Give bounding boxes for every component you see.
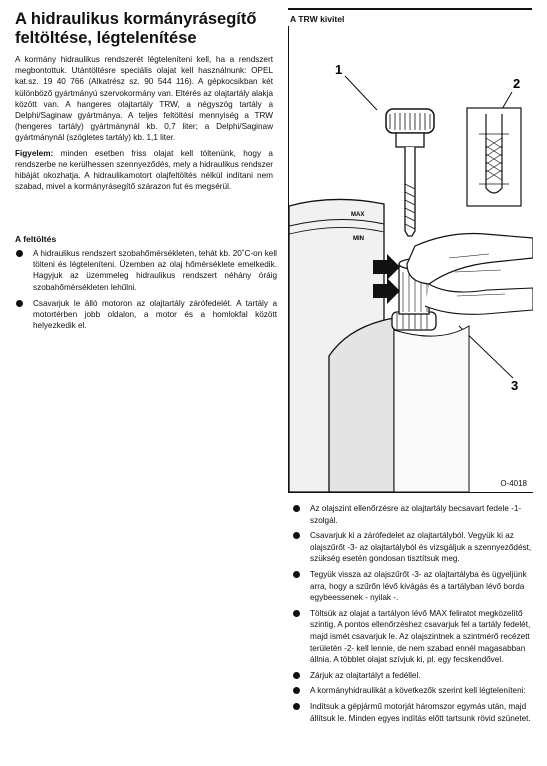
- list-item: [292, 685, 542, 697]
- bullet-icon: [16, 250, 23, 257]
- figure-code: O-4018: [500, 479, 527, 488]
- warning-paragraph: [15, 148, 273, 193]
- list-item: [292, 503, 542, 526]
- page-title: A hidraulikus kormányrásegítő feltöltése, légtelenítése: [15, 10, 257, 47]
- callout-label-3: 3: [511, 378, 519, 393]
- right-step-list: [292, 503, 542, 728]
- list-item-text: Csavarjuk le álló motoron az olajtartály zárófedelét. A tartály a motortérben jobb oldalon, a motor és a homlokfal között helyezkedik el.: [33, 298, 277, 331]
- figure-title: A TRW kivitel: [290, 14, 345, 24]
- callout-label-1: 1: [335, 62, 343, 77]
- list-item: [15, 248, 277, 293]
- list-item-text: A hidraulikus rendszert szobahőmérsékleten, tehát kb. 20˚C-on kell tölteni és légteleníteni. Üzemben az olaj hőmérséklete emelkedik. Hagyjuk az üzemmeleg hidraulikus rendszert néhány óráig szobahőmérsékleten lehűlni.: [33, 249, 277, 292]
- max-mark-label: MAX: [351, 212, 365, 218]
- list-item-text: Az olajszint ellenőrzésre az olajtartály becsavart fedele -1- szolgál.: [310, 504, 522, 525]
- list-item: [292, 530, 542, 565]
- bullet-icon: [293, 505, 300, 512]
- figure: [288, 26, 533, 493]
- top-rule: [288, 8, 532, 10]
- list-item-text: Zárjuk az olajtartályt a fedéllel.: [310, 670, 421, 680]
- list-item-text: Tegyük vissza az olajszűrőt -3- az olajtartályba és ügyeljünk arra, hogy a szűrőn lévő kivágás és a tartályban lévő borda egybeessenek - nyilak -.: [310, 569, 527, 603]
- list-item: [292, 701, 542, 724]
- callout-label-2: 2: [513, 76, 521, 91]
- warning-label: Figyelem:: [15, 148, 54, 158]
- intro-text: [15, 54, 273, 192]
- list-item: [292, 670, 542, 682]
- list-item-text: Töltsük az olajat a tartályon lévő MAX feliratot megközelítő szintig. A pontos ellenőrzéshez csavarjuk fel a tartály fedelét, majd ismét csavarjuk le. Az olajszintnek a szintmérő recézett területén -2- kell lennie, de nem szabad ennél magasabban állnia. A többlet olajat szívjuk ki, pl. egy fecskendővel.: [310, 608, 531, 665]
- warning-text: minden esetben friss olajat kell töltenünk, hogy a rendszerbe ne kerülhessen szennyeződés, mely a hidraulikus rendszer hibáját okozhatja. A hidraulikamotort olajfeltöltés nélkül indítani nem szabad, mivel a kormányrásegítő szárazon fut és megsérül.: [15, 148, 273, 192]
- section-heading: A feltöltés: [15, 234, 57, 244]
- bullet-icon: [293, 571, 300, 578]
- intro-paragraph: A kormány hidraulikus rendszerét légteleníteni kell, ha a rendszert megbontottuk. Utántöltésre speciális olajat kell használnunk: OPEL kat.sz. 19 40 766 (Alkatrész sz. 90 544 116). A gépkocsikban két különböző gyártmányú szervokormány van. Eltérés az olajtartály alakja között van. A hangeres olajtartály TRW, a négyszög tartály a Delphi/Saginaw gyártmánya. A teljes feltöltési mennyiség a TRW (hengeres tartály) gyártmánynál kb. 0,7 liter; a Delphi/Saginaw gyártmánynál (szögletes tartály) kb. 1,1 liter.: [15, 55, 273, 143]
- list-item: [292, 608, 542, 666]
- bullet-icon: [293, 703, 300, 710]
- list-item-text: Indítsuk a gépjármű motorját háromszor egymás után, majd állítsuk le. Minden egyes indítás előtt tartsunk rövid szünetet.: [310, 701, 531, 723]
- list-item-text: A kormányhidraulikát a következők szerint kell légteleníteni:: [310, 686, 526, 696]
- bullet-icon: [16, 300, 23, 307]
- list-item-text: Csavarjuk ki a zárófedelet az olajtartályból. Vegyük ki az olajszűrőt -3- az olajtartályból és vizsgáljuk a szennyeződést, szükség esetén gondosan tisztítsuk meg.: [310, 531, 532, 564]
- bullet-icon: [293, 610, 300, 617]
- bullet-icon: [293, 672, 300, 679]
- bullet-icon: [293, 532, 300, 539]
- reservoir-illustration: [289, 26, 533, 492]
- list-item: [15, 298, 277, 332]
- left-step-list: [15, 248, 277, 336]
- min-mark-label: MIN: [353, 236, 364, 242]
- bullet-icon: [293, 687, 300, 694]
- list-item: [292, 569, 542, 604]
